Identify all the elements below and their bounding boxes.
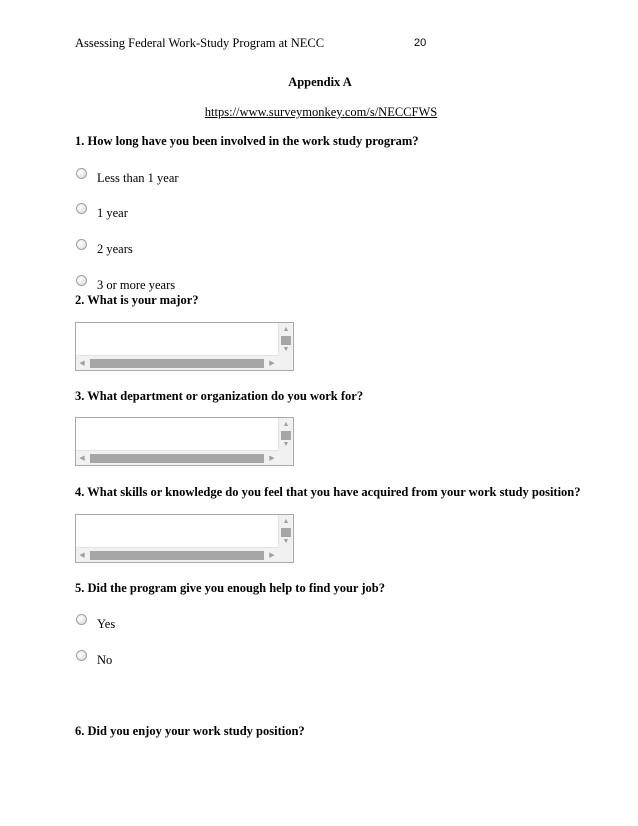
radio-3-or-more-years[interactable] (76, 275, 87, 286)
arrow-right-icon[interactable]: ▶ (269, 551, 275, 559)
option-label: 3 or more years (97, 278, 176, 292)
radio-no[interactable] (76, 650, 87, 661)
question-5: 5. Did the program give you enough help to find your job? (75, 581, 385, 595)
vertical-scrollbar[interactable] (278, 323, 293, 355)
option-label: 1 year (97, 206, 128, 220)
radio-1-year[interactable] (76, 203, 87, 214)
department-textarea[interactable] (75, 417, 294, 466)
radio-yes[interactable] (76, 614, 87, 625)
major-textarea[interactable] (75, 322, 294, 371)
arrow-down-icon[interactable]: ▼ (282, 537, 290, 545)
scroll-corner (278, 450, 293, 465)
question-4: 4. What skills or knowledge do you feel that you have acquired from your work study position? (75, 485, 581, 499)
vertical-scrollbar[interactable] (278, 515, 293, 547)
scroll-thumb[interactable] (90, 359, 264, 368)
scroll-thumb[interactable] (90, 454, 264, 463)
arrow-down-icon[interactable]: ▼ (282, 345, 290, 353)
horizontal-scrollbar[interactable] (76, 355, 278, 370)
arrow-left-icon[interactable]: ◀ (79, 454, 85, 462)
option-label: Less than 1 year (97, 171, 179, 185)
question-1: 1. How long have you been involved in the work study program? (75, 134, 419, 148)
vertical-scrollbar[interactable] (278, 418, 293, 450)
question-2: 2. What is your major? (75, 293, 199, 307)
arrow-up-icon[interactable]: ▲ (282, 517, 290, 525)
question-6: 6. Did you enjoy your work study position? (75, 724, 305, 738)
arrow-left-icon[interactable]: ◀ (79, 551, 85, 559)
running-header-title: Assessing Federal Work-Study Program at NECC (75, 36, 325, 50)
page-number: 20 (414, 37, 427, 49)
arrow-right-icon[interactable]: ▶ (269, 359, 275, 367)
appendix-title: Appendix A (288, 75, 352, 89)
arrow-up-icon[interactable]: ▲ (282, 420, 290, 428)
horizontal-scrollbar[interactable] (76, 547, 278, 562)
option-label: Yes (97, 617, 116, 631)
arrow-left-icon[interactable]: ◀ (79, 359, 85, 367)
skills-textarea[interactable] (75, 514, 294, 563)
option-label: No (97, 653, 113, 667)
radio-2-years[interactable] (76, 239, 87, 250)
arrow-down-icon[interactable]: ▼ (282, 440, 290, 448)
survey-link[interactable]: https://www.surveymonkey.com/s/NECCFWS (204, 105, 438, 119)
arrow-right-icon[interactable]: ▶ (269, 454, 275, 462)
option-label: 2 years (97, 242, 133, 256)
scroll-thumb[interactable] (90, 551, 264, 560)
arrow-up-icon[interactable]: ▲ (282, 325, 290, 333)
radio-less-than-1-year[interactable] (76, 168, 87, 179)
scroll-corner (278, 355, 293, 370)
horizontal-scrollbar[interactable] (76, 450, 278, 465)
question-3: 3. What department or organization do you work for? (75, 389, 364, 403)
scroll-corner (278, 547, 293, 562)
